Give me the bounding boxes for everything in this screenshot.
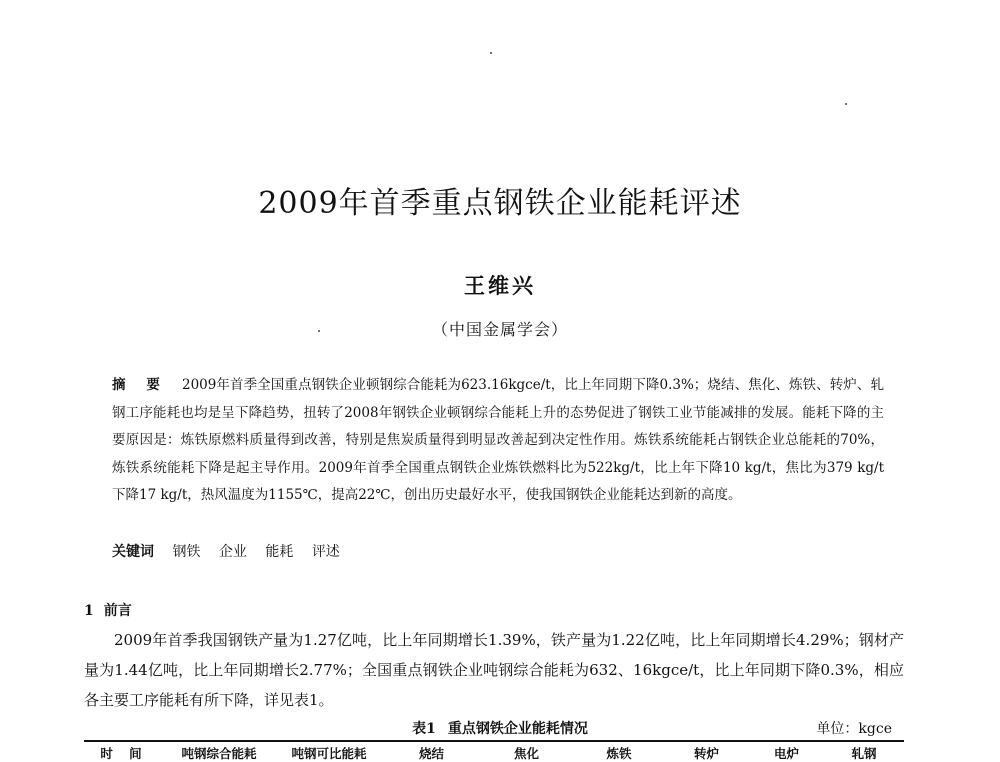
- table-header-cell: 吨钢可比能耗: [291, 746, 367, 761]
- table-top-rule: [84, 740, 904, 742]
- table-header-cell: 时 间: [100, 746, 148, 761]
- table-header-cell: 电炉: [773, 746, 799, 761]
- table-header-cell: 炼铁: [606, 746, 632, 761]
- paper-title: 2009年首季重点钢铁企业能耗评述: [258, 186, 742, 221]
- table-header-cell: 轧钢: [851, 746, 877, 761]
- table-header-cell: 转炉: [693, 746, 719, 761]
- section-heading: [84, 600, 132, 620]
- section-number: 1: [84, 603, 94, 619]
- keywords: [112, 541, 354, 561]
- keyword-item: 评述: [311, 544, 340, 560]
- table-caption-text: 重点钢铁企业能耗情况: [447, 721, 588, 737]
- table-header-cell: 吨钢综合能耗: [181, 746, 257, 761]
- scan-speck: [490, 52, 492, 54]
- keyword-item: 钢铁: [172, 544, 201, 560]
- keyword-item: 能耗: [265, 544, 294, 560]
- section-title: 前言: [103, 603, 132, 619]
- paper-affiliation: （中国金属学会）: [431, 320, 568, 339]
- abstract-text: 2009年首季全国重点钢铁企业顿钢综合能耗为623.16kgce/t，比上年同期下降0.3%；烧结、焦化、炼铁、转炉、轧钢工序能耗也均是呈下降趋势，扭转了2008年钢铁企业顿钢综合能耗上升的态势促进了钢铁工业节能减排的发展。能耗下降的主要原因是：炼铁原燃料质量得到改善，特别是焦炭质量得到明显改善起到决定性作用。炼铁系统能耗占钢铁企业总能耗的70%，炼铁系统能耗下降是起主导作用。2009年首季全国重点钢铁企业炼铁燃料比为522kg/t，比上年下降10 kg/t，焦比为379 kg/t下降17 kg/t，热风温度为1155℃，提高22℃，创出历史最好水平，使我国钢铁企业能耗达到新的高度。: [112, 377, 884, 504]
- table-header-cell: 焦化: [513, 746, 539, 761]
- scan-speck: [845, 103, 847, 105]
- table-header-row: [84, 744, 904, 762]
- table-caption-number: 表1: [412, 721, 436, 737]
- section-body: 2009年首季我国钢铁产量为1.27亿吨，比上年同期增长1.39%，铁产量为1.22亿吨，比上年同期增长4.29%；钢材产量为1.44亿吨，比上年同期增长2.77%；全国重点钢铁企业吨钢综合能耗为632、16kgce/t，比上年同期下降0.3%，相应各主要工序能耗有所下降，详见表1。: [84, 631, 904, 709]
- abstract: [112, 372, 884, 510]
- keywords-label: 关键词: [112, 544, 154, 560]
- table-unit: 单位：kgce: [816, 721, 892, 737]
- paper-author: 王维兴: [464, 273, 536, 298]
- abstract-label: 摘 要: [112, 377, 168, 393]
- keyword-item: 企业: [218, 544, 247, 560]
- table-header-cell: 烧结: [418, 746, 444, 761]
